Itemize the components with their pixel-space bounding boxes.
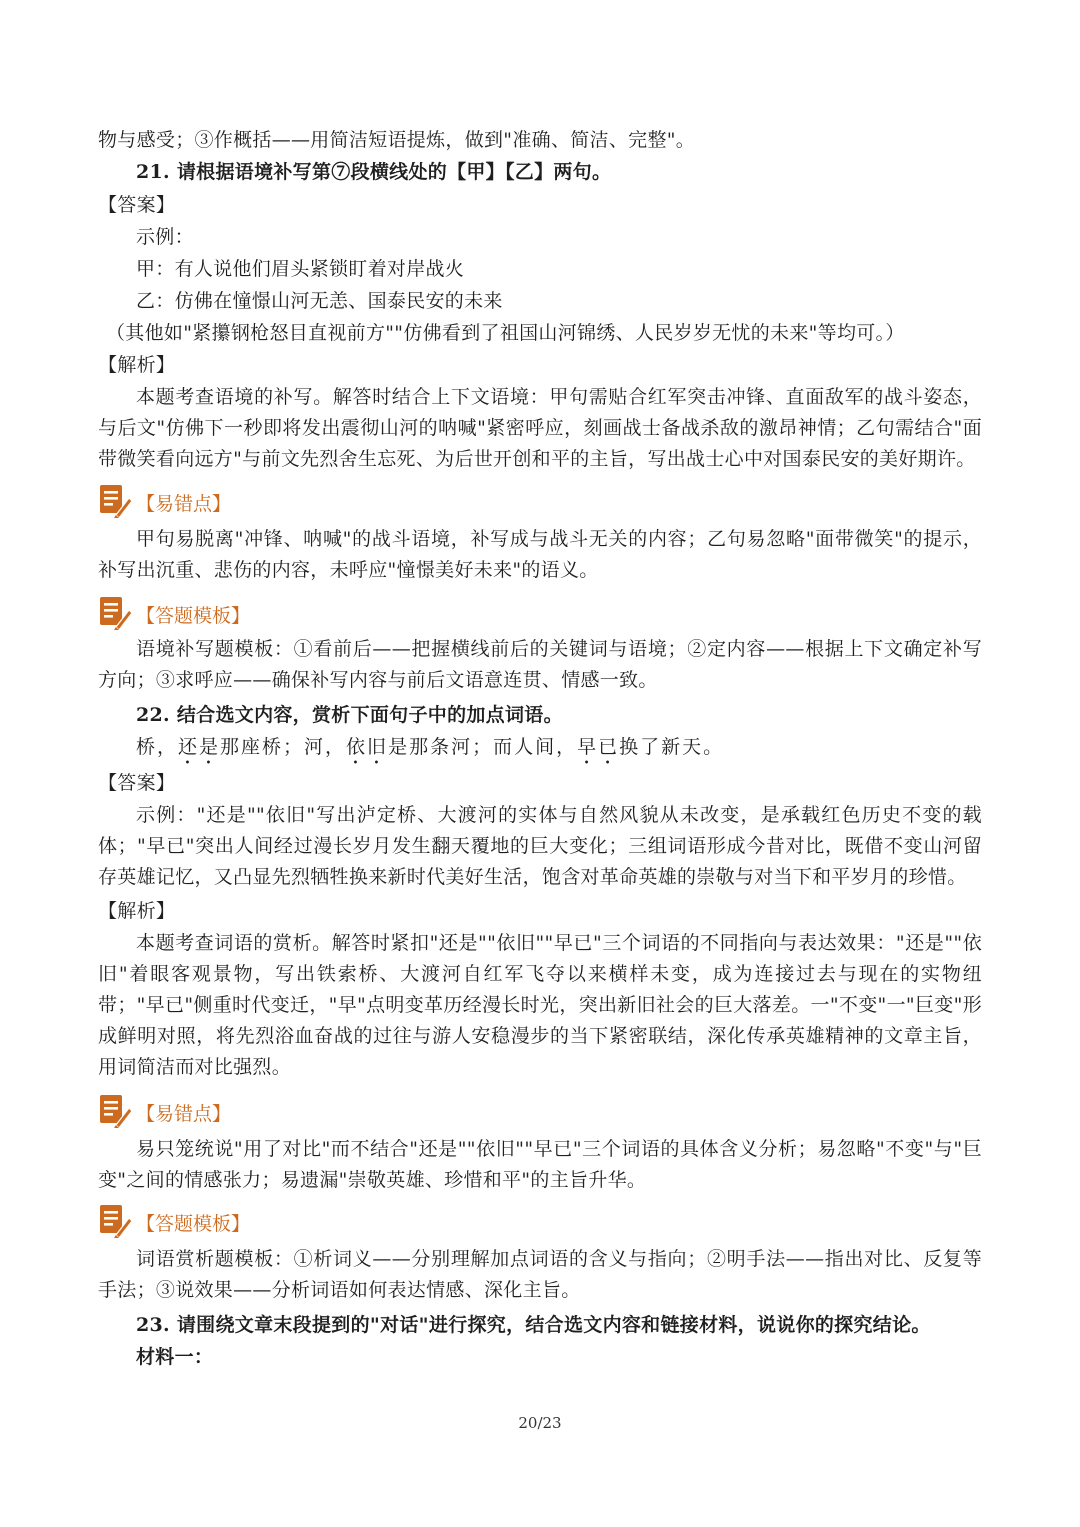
error-point-text: 易只笼统说"用了对比"而不结合"还是""依旧""早已"三个词语的具体含义分析；易忽略"不变"与"巨变"之间的情感张力；易遗漏"崇敬英雄、珍惜和平"的主旨升华。 [98, 1138, 982, 1191]
quote-part: 换了新天。 [619, 736, 725, 758]
answer-template-label: 【答题模板】 [136, 605, 251, 627]
answer-other: （其他如"紧攥钢枪怒目直视前方""仿佛看到了祖国山河锦绣、人民岁岁无忧的未来"等均可。） [106, 322, 905, 344]
answer-template-text: 词语赏析题模板：①析词义——分别理解加点词语的含义与指向；②明手法——指出对比、反复等手法；③说效果——分析词语如何表达情感、深化主旨。 [98, 1248, 982, 1301]
answer-template-header [98, 590, 250, 630]
text-line: 物与感受；③作概括——用简洁短语提炼，做到"准确、简洁、完整"。 [98, 129, 696, 151]
note-pencil-icon [98, 594, 132, 630]
answer-tag: 【答案】 [98, 772, 176, 794]
error-point-header [98, 478, 231, 518]
answer-jia: 甲：有人说他们眉头紧锁盯着对岸战火 [136, 258, 465, 280]
question-23: 23. 请围绕文章末段提到的"对话"进行探究，结合选文内容和链接材料，说说你的探究结论。 [136, 1314, 931, 1336]
answer-tag: 【答案】 [98, 194, 176, 216]
note-pencil-icon [98, 482, 132, 518]
note-pencil-icon [98, 1202, 132, 1238]
quote-part: 那座桥；河， [220, 736, 347, 758]
error-point-text: 甲句易脱离"冲锋、呐喊"的战斗语境，补写成与战斗无关的内容；乙句易忽略"面带微笑"的提示，补写出沉重、悲伤的内容，未呼应"憧憬美好未来"的语义。 [98, 528, 982, 581]
quote-part: 是那条河；而人间， [388, 736, 578, 758]
material-one-label: 材料一： [136, 1346, 214, 1368]
answer-template-text: 语境补写题模板：①看前后——把握横线前后的关键词与语境；②定内容——根据上下文确定补写方向；③求呼应——确保补写内容与前后文语意连贯、情感一致。 [98, 638, 982, 691]
answer-template-label: 【答题模板】 [136, 1213, 251, 1235]
answer-paragraph: 示例："还是""依旧"写出泸定桥、大渡河的实体与自然风貌从未改变，是承载红色历史不变的载体；"早已"突出人间经过漫长岁月发生翻天覆地的巨大变化；三组词语形成今昔对比，既借不变山河留存英雄记忆，又凸显先烈牺牲换来新时代美好生活，饱含对革命英雄的崇敬与对当下和平岁月的珍惜。 [98, 804, 982, 888]
quoted-sentence [136, 732, 982, 769]
error-point-label: 【易错点】 [136, 493, 232, 515]
analysis-tag: 【解析】 [98, 354, 176, 376]
analysis-paragraph: 本题考查词语的赏析。解答时紧扣"还是""依旧""早已"三个词语的不同指向与表达效果："还是""依旧"着眼客观景物，写出铁索桥、大渡河自红军飞夺以来横样未变，成为连接过去与现在的实物纽带；"早已"侧重时代变迁，"早"点明变革历经漫长时光，突出新旧社会的巨大落差。一"不变"一"巨变"形成鲜明对照，将先烈浴血奋战的过往与游人安稳漫步的当下紧密联结，深化传承英雄精神的文章主旨，用词简洁而对比强烈。 [98, 932, 982, 1078]
error-point-header [98, 1088, 231, 1128]
dotted-word-yijiu: 依旧 [346, 736, 389, 758]
page-number: 20/23 [518, 1414, 562, 1432]
example-label: 示例： [136, 226, 194, 248]
question-21: 21. 请根据语境补写第⑦段横线处的【甲】【乙】两句。 [136, 161, 612, 183]
analysis-paragraph: 本题考查语境的补写。解答时结合上下文语境：甲句需贴合红军突击冲锋、直面敌军的战斗姿态，与后文"仿佛下一秒即将发出震彻山河的呐喊"紧密呼应，刻画战士备战杀敌的激昂神情；乙句需结合"面带微笑看向远方"与前文先烈舍生忘死、为后世开创和平的主旨，写出战士心中对国泰民安的美好期许。 [98, 386, 982, 470]
dotted-word-zaoyi: 早已 [577, 736, 620, 758]
answer-template-header [98, 1198, 250, 1238]
note-pencil-icon [98, 1092, 132, 1128]
analysis-tag: 【解析】 [98, 900, 176, 922]
dotted-word-haishi: 还是 [178, 736, 221, 758]
quote-part: 桥， [136, 736, 179, 758]
error-point-label: 【易错点】 [136, 1103, 232, 1125]
answer-yi: 乙：仿佛在憧憬山河无恙、国泰民安的未来 [136, 290, 503, 312]
question-22: 22. 结合选文内容，赏析下面句子中的加点词语。 [136, 704, 563, 726]
